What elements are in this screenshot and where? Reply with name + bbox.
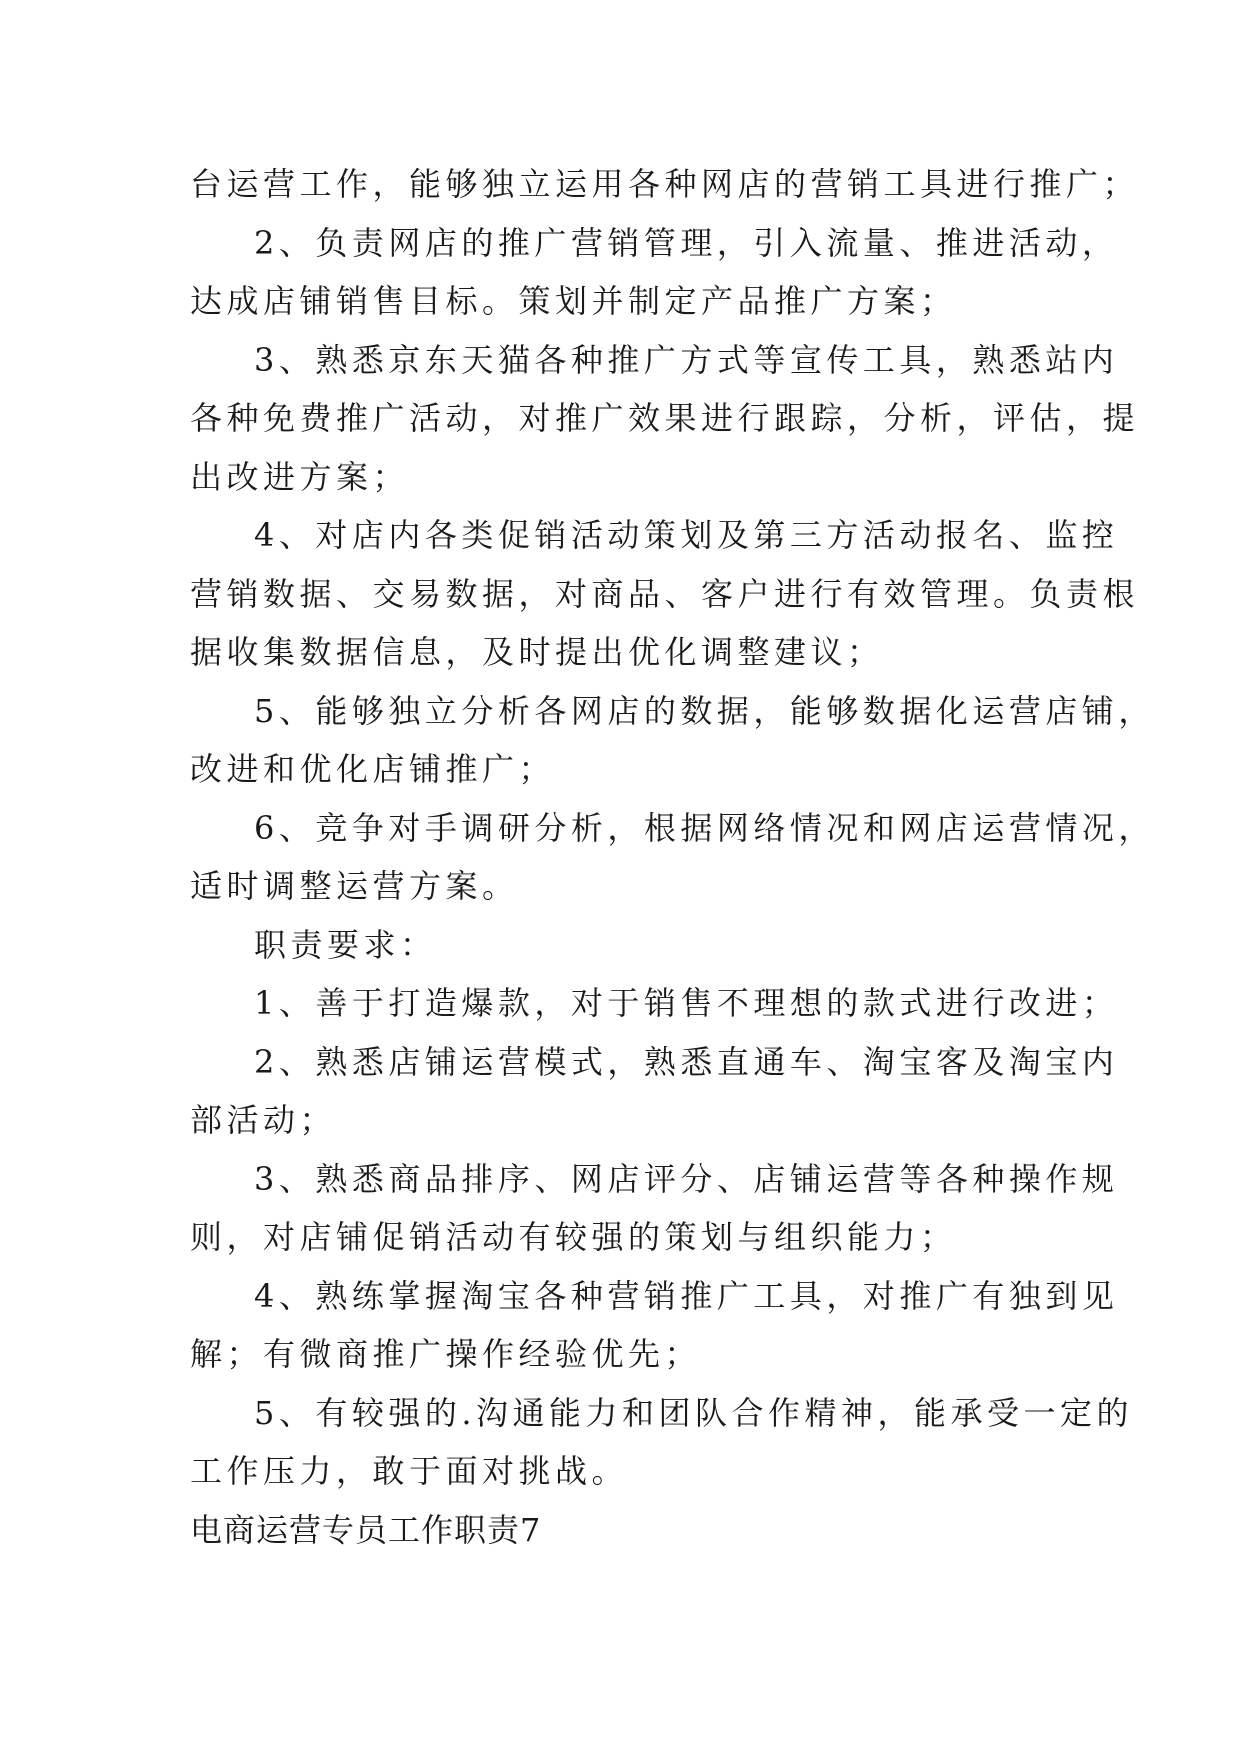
paragraph-line: 营销数据、交易数据，对商品、客户进行有效管理。负责根 <box>190 574 1140 613</box>
paragraph-line: 5、能够独立分析各网店的数据，能够数据化运营店铺， <box>254 691 1155 730</box>
paragraph-line: 5、有较强的.沟通能力和团队合作精神，能承受一定的 <box>254 1393 1134 1432</box>
paragraph-line: 6、竞争对手调研分析，根据网络情况和网店运营情况， <box>254 808 1155 847</box>
paragraph-line: 达成店铺销售目标。策划并制定产品推广方案； <box>190 282 957 320</box>
paragraph-line: 则，对店铺促销活动有较强的策划与组织能力； <box>190 1218 957 1256</box>
paragraph-line: 3、熟悉商品排序、网店评分、店铺运营等各种操作规 <box>254 1159 1119 1198</box>
paragraph-line: 3、熟悉京东天猫各种推广方式等宣传工具，熟悉站内 <box>254 340 1119 379</box>
paragraph-line: 部活动； <box>190 1101 337 1139</box>
paragraph-line: 2、负责网店的推广营销管理，引入流量、推进活动， <box>254 223 1119 262</box>
paragraph-line: 台运营工作，能够独立运用各种网店的营销工具进行推广； <box>190 165 1140 203</box>
paragraph-line: 解；有微商推广操作经验优先； <box>190 1335 702 1373</box>
paragraph-line: 4、对店内各类促销活动策划及第三方活动报名、监控 <box>254 516 1119 554</box>
document-page <box>190 155 1155 1559</box>
paragraph-line: 各种免费推广活动，对推广效果进行跟踪，分析，评估，提 <box>190 399 1140 437</box>
section-heading: 电商运营专员工作职责7 <box>190 1510 542 1549</box>
requirements-label: 职责要求： <box>254 925 437 964</box>
paragraph-line: 出改进方案； <box>190 457 410 496</box>
paragraph-line: 据收集数据信息，及时提出优化调整建议； <box>190 633 884 671</box>
paragraph-line: 工作压力，敢于面对挑战。 <box>190 1452 629 1490</box>
paragraph-line: 改进和优化店铺推广； <box>190 750 556 788</box>
paragraph-line: 2、熟悉店铺运营模式，熟悉直通车、淘宝客及淘宝内 <box>254 1042 1119 1081</box>
paragraph-line: 1、善于打造爆款，对于销售不理想的款式进行改进； <box>254 984 1119 1022</box>
paragraph-line: 适时调整运营方案。 <box>190 867 519 905</box>
paragraph-line: 4、熟练掌握淘宝各种营销推广工具，对推广有独到见 <box>254 1276 1119 1315</box>
